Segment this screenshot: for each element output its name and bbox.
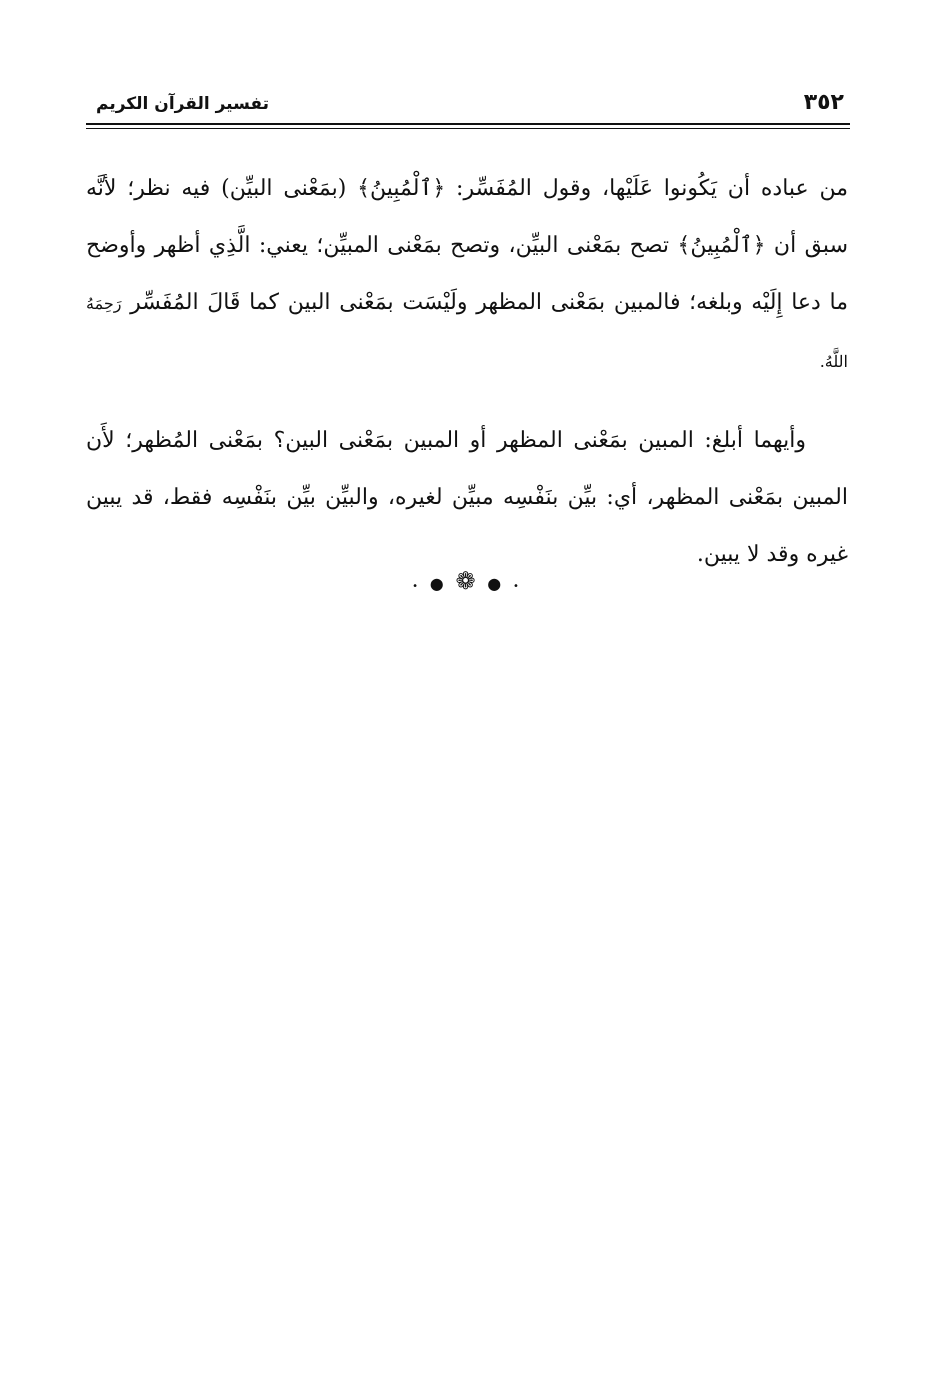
paragraph-2: وأيهما أبلغ: المبين بمَعْنى المظهر أو المبين بمَعْنى البين؟ بمَعْنى المُظهر؛ لأَن المبين بمَعْنى المظهر، أي: بيِّن بنَفْسِه مبيِّن لغيره، والبيِّن بيِّن بنَفْسِه فقط، قد يبين غيره وقد لا يبين. xyxy=(86,428,848,567)
ornament-dot-small-icon: • xyxy=(512,581,522,592)
body-text xyxy=(86,160,848,583)
ornament-dot-big-icon: ● xyxy=(487,574,505,593)
ornament-flower-icon: ❁ xyxy=(455,567,479,595)
ornament-dot-small-icon: • xyxy=(412,581,421,592)
paragraph-1-text: من عباده أن يَكُونوا عَلَيْها، وقول المُفَسِّر: ﴿ٱلْمُبِينُ﴾ (بمَعْنى البيِّن) فيه نظر؛ لأنَّه سبق أن ﴿ٱلْمُبِينُ﴾ تصح بمَعْنى البيِّن، وتصح بمَعْنى المبيِّن؛ يعني: الَّذِي أظهر وأوضح ما دعا إِلَيْه وبلغه؛ فالمبين بمَعْنى المظهر ولَيْسَت بمَعْنى البين كما قَالَ المُفَسِّر xyxy=(86,176,848,315)
paragraph-1 xyxy=(86,160,848,390)
section-end-ornament xyxy=(0,566,934,602)
honorific-phrase: رَحِمَهُ اللَّهُ. xyxy=(86,294,848,371)
header-rule-thin xyxy=(86,128,850,129)
ornament-dot-big-icon: ● xyxy=(429,574,447,593)
page-number: ٣٥٢ xyxy=(803,90,844,115)
page-header xyxy=(86,88,850,122)
header-rule xyxy=(86,123,850,125)
running-title: تفسير القرآن الكريم xyxy=(96,94,270,114)
